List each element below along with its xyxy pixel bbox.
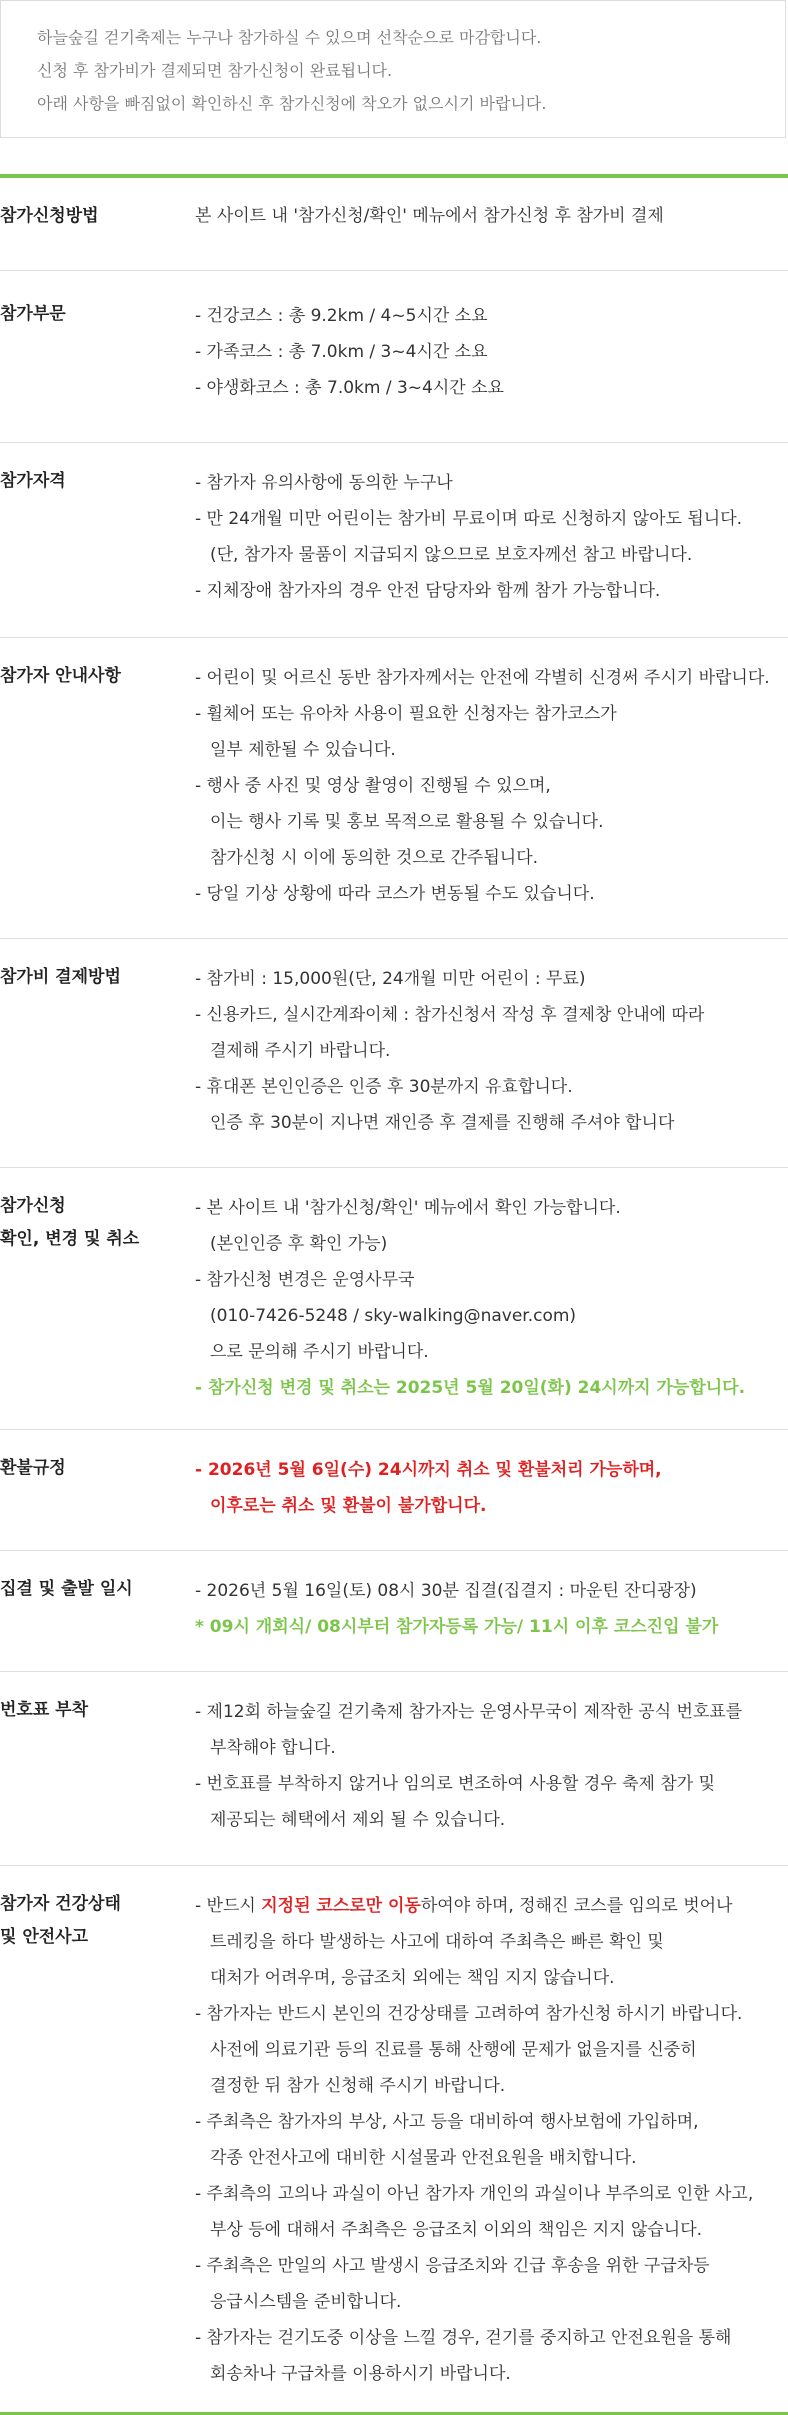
- designated-course-highlight: 지정된 코스로만 이동: [261, 1896, 421, 1916]
- row-line: - 신용카드, 실시간계좌이체 : 참가신청서 작성 후 결제창 안내에 따라: [195, 1005, 705, 1025]
- row-line: 응급시스템을 준비합니다.: [210, 2292, 402, 2312]
- notice-line: 아래 사항을 빠짐없이 확인하신 후 참가신청에 착오가 없으시기 바랍니다.: [37, 94, 547, 113]
- row-line: 인증 후 30분이 지나면 재인증 후 결제를 진행해 주셔야 합니다: [210, 1113, 675, 1133]
- row-line-text: - 반드시: [195, 1896, 262, 1916]
- row-title-line: 참가신청방법: [0, 206, 99, 226]
- row-gather: [0, 1551, 788, 1672]
- row-safety: [0, 1866, 788, 2412]
- row-line: 으로 문의해 주시기 바랍니다.: [210, 1342, 429, 1362]
- row-title-line: 및 안전사고: [0, 1927, 89, 1947]
- row-refund: [0, 1430, 788, 1551]
- row-line: - 휠체어 또는 유아차 사용이 필요한 신청자는 참가코스가: [195, 704, 617, 724]
- row-title-line: 참가부문: [0, 304, 66, 324]
- row-line: - 가족코스 : 총 7.0km / 3~4시간 소요: [195, 342, 488, 362]
- row-line: 부상 등에 대해서 주최측은 응급조치 이외의 책임은 지지 않습니다.: [210, 2220, 703, 2240]
- row-body: [195, 660, 788, 938]
- row-line: - 당일 기상 상황에 따라 코스가 변동될 수도 있습니다.: [195, 884, 595, 904]
- notice-line: 하늘숲길 걷기축제는 누구나 참가하실 수 있으며 선착순으로 마감합니다.: [37, 28, 542, 47]
- row-line: 부착해야 합니다.: [210, 1738, 336, 1758]
- row-line: 회송차나 구급차를 이용하시기 바랍니다.: [210, 2364, 511, 2384]
- row-payment: [0, 939, 788, 1168]
- row-line: [195, 1888, 788, 1924]
- row-line: 각종 안전사고에 대비한 시설물과 안전요원을 배치합니다.: [210, 2148, 637, 2168]
- row-title: [0, 1888, 195, 2412]
- row-title-line: 번호표 부착: [0, 1700, 89, 1720]
- row-body: [195, 1452, 788, 1550]
- row-title-line: 참가자 건강상태: [0, 1894, 121, 1914]
- row-title: [0, 961, 195, 1167]
- row-title-line: 환불규정: [0, 1458, 66, 1478]
- row-line: - 행사 중 사진 및 영상 촬영이 진행될 수 있으며,: [195, 776, 551, 796]
- row-title-line: 집결 및 출발 일시: [0, 1579, 133, 1599]
- row-line: - 어린이 및 어르신 동반 참가자께서는 안전에 각별히 신경써 주시기 바랍니다.: [195, 668, 770, 688]
- row-bib: [0, 1672, 788, 1866]
- row-line: - 야생화코스 : 총 7.0km / 3~4시간 소요: [195, 378, 504, 398]
- row-line: 사전에 의료기관 등의 진료를 통해 산행에 문제가 없을지를 신중히: [210, 2040, 697, 2060]
- row-title: [0, 1573, 195, 1671]
- row-method: [0, 178, 788, 271]
- row-line: - 만 24개월 미만 어린이는 참가비 무료이며 따로 신청하지 않아도 됩니다.: [195, 509, 743, 529]
- row-line: - 참가자는 걷기도중 이상을 느낄 경우, 걷기를 중지하고 안전요원을 통해: [195, 2328, 732, 2348]
- row-line: - 지체장애 참가자의 경우 안전 담당자와 함께 참가 가능합니다.: [195, 581, 661, 601]
- row-line: - 본 사이트 내 '참가신청/확인' 메뉴에서 확인 가능합니다.: [195, 1198, 621, 1218]
- row-title-line: 확인, 변경 및 취소: [0, 1229, 140, 1249]
- row-line: - 휴대폰 본인인증은 인증 후 30분까지 유효합니다.: [195, 1077, 573, 1097]
- row-body: [195, 465, 788, 637]
- row-body: [195, 1888, 788, 2412]
- notice-line: 신청 후 참가비가 결제되면 참가신청이 완료됩니다.: [37, 61, 393, 80]
- row-line: - 번호표를 부착하지 않거나 임의로 변조하여 사용할 경우 축제 참가 및: [195, 1774, 715, 1794]
- row-line: - 주최측의 고의나 과실이 아닌 참가자 개인의 과실이나 부주의로 인한 사고,: [195, 2184, 754, 2204]
- row-body: [195, 200, 788, 270]
- row-body: [195, 1190, 788, 1429]
- row-title: [0, 1694, 195, 1865]
- row-line: 이는 행사 기록 및 홍보 목적으로 활용될 수 있습니다.: [210, 812, 604, 832]
- row-line: 결정한 뒤 참가 신청해 주시기 바랍니다.: [210, 2076, 506, 2096]
- row-line: - 주최측은 만일의 사고 발생시 응급조치와 긴급 후송을 위한 구급차등: [195, 2256, 710, 2276]
- gather-schedule-highlight: * 09시 개회식/ 08시부터 참가자등록 가능/ 11시 이후 코스진입 불가: [195, 1617, 719, 1637]
- refund-notice-highlight: 이후로는 취소 및 환불이 불가합니다.: [210, 1496, 487, 1516]
- row-title-line: 참가비 결제방법: [0, 967, 121, 987]
- row-change: [0, 1168, 788, 1430]
- notice-box: [0, 0, 786, 138]
- row-line: - 2026년 5월 16일(토) 08시 30분 집결(집결지 : 마운틴 잔디광장): [195, 1581, 697, 1601]
- row-title: [0, 298, 195, 442]
- row-eligibility: [0, 443, 788, 638]
- row-line: - 제12회 하늘숲길 걷기축제 참가자는 운영사무국이 제작한 공식 번호표를: [195, 1702, 743, 1722]
- row-title: [0, 1190, 195, 1429]
- row-line: 제공되는 혜택에서 제외 될 수 있습니다.: [210, 1810, 506, 1830]
- change-deadline-highlight: - 참가신청 변경 및 취소는 2025년 5월 20일(화) 24시까지 가능합니다.: [195, 1378, 746, 1398]
- row-title: [0, 660, 195, 938]
- row-body: [195, 1694, 788, 1865]
- row-line: - 건강코스 : 총 9.2km / 4~5시간 소요: [195, 306, 488, 326]
- row-line: - 참가자 유의사항에 동의한 누구나: [195, 473, 453, 493]
- row-line: (010-7426-5248 / sky-walking@naver.com): [210, 1306, 577, 1326]
- info-table: [0, 174, 788, 2415]
- row-guide: [0, 638, 788, 939]
- row-line: - 참가비 : 15,000원(단, 24개월 미만 어린이 : 무료): [195, 969, 586, 989]
- row-title: [0, 465, 195, 637]
- row-title-line: 참가자 안내사항: [0, 666, 121, 686]
- row-line: - 참가자는 반드시 본인의 건강상태를 고려하여 참가신청 하시기 바랍니다.: [195, 2004, 743, 2024]
- row-line: 결제해 주시기 바랍니다.: [210, 1041, 391, 1061]
- row-title-line: 참가자격: [0, 471, 66, 491]
- row-line: (단, 참가자 물품이 지급되지 않으므로 보호자께선 참고 바랍니다.: [210, 545, 693, 565]
- row-line: 일부 제한될 수 있습니다.: [210, 740, 396, 760]
- row-division: [0, 271, 788, 443]
- refund-notice-highlight: - 2026년 5월 6일(수) 24시까지 취소 및 환불처리 가능하며,: [195, 1460, 662, 1480]
- row-body: [195, 961, 788, 1167]
- row-line-text: 하여야 하며, 정해진 코스를 임의로 벗어나: [420, 1896, 733, 1916]
- row-line: - 참가신청 변경은 운영사무국: [195, 1270, 415, 1290]
- row-body: [195, 298, 788, 442]
- row-line: - 주최측은 참가자의 부상, 사고 등을 대비하여 행사보험에 가입하며,: [195, 2112, 699, 2132]
- row-line: 트레킹을 하다 발생하는 사고에 대하여 주최측은 빠른 확인 및: [210, 1932, 664, 1952]
- row-title: [0, 200, 195, 270]
- row-line: 대처가 어려우며, 응급조치 외에는 책임 지지 않습니다.: [210, 1968, 615, 1988]
- row-line: 참가신청 시 이에 동의한 것으로 간주됩니다.: [210, 848, 539, 868]
- row-line: 본 사이트 내 '참가신청/확인' 메뉴에서 참가신청 후 참가비 결제: [195, 206, 664, 226]
- row-line: (본인인증 후 확인 가능): [210, 1234, 388, 1254]
- row-body: [195, 1573, 788, 1671]
- row-title: [0, 1452, 195, 1550]
- row-title-line: 참가신청: [0, 1196, 66, 1216]
